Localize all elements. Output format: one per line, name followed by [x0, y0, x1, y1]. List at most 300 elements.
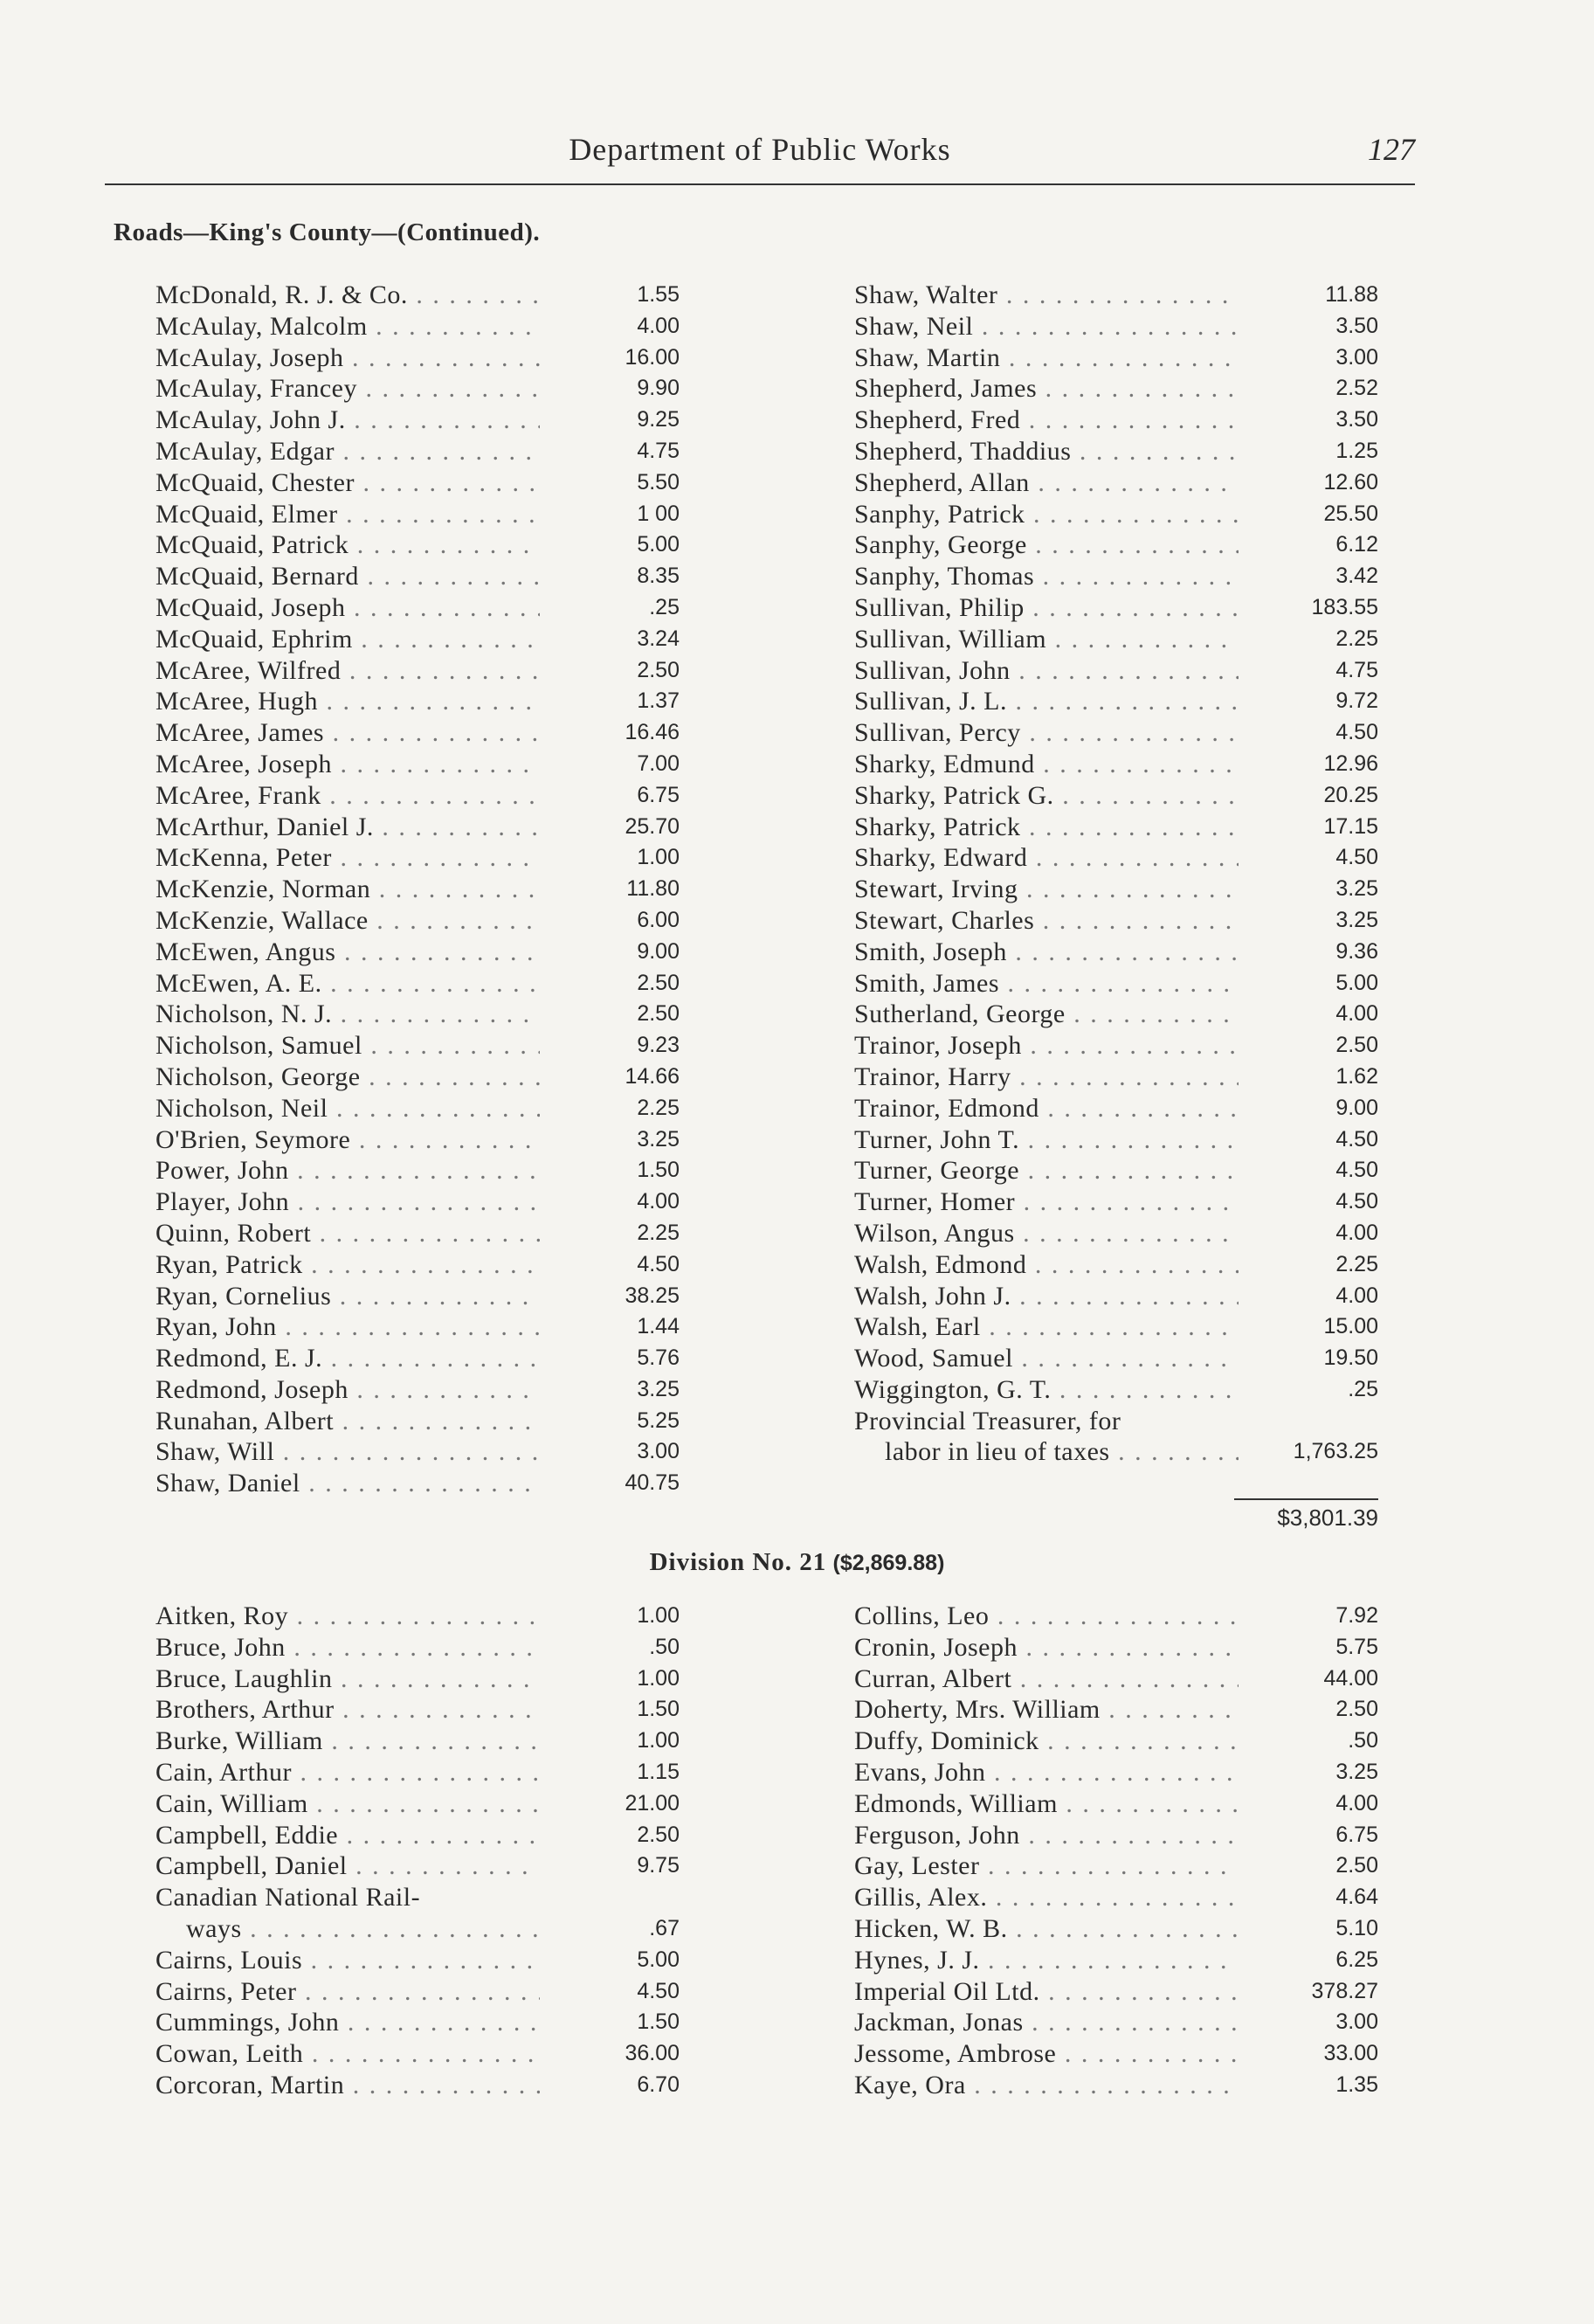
payee-name — [155, 1726, 540, 1757]
table-row — [155, 280, 680, 311]
table-row — [155, 1820, 680, 1851]
payment-amount: 8.35 — [637, 564, 680, 589]
payee-name — [854, 1406, 1239, 1437]
payment-amount: 4.00 — [1335, 1001, 1378, 1027]
payee-name-text: Trainor, Edmond — [854, 1093, 1039, 1123]
payee-name — [155, 1850, 540, 1882]
payee-name — [854, 749, 1239, 780]
table-row — [854, 655, 1378, 687]
payment-amount: 2.52 — [1335, 376, 1378, 401]
payee-name-text: Sharky, Edmund — [854, 749, 1035, 778]
payee-name-text: Shaw, Walter — [854, 280, 998, 309]
payee-name-text: Doherty, Mrs. William — [854, 1695, 1101, 1725]
table-row — [854, 1726, 1378, 1757]
payee-name-text: Stewart, Charles — [854, 905, 1035, 935]
payee-name-text: Walsh, John J. — [854, 1281, 1011, 1311]
table-row — [854, 1406, 1378, 1437]
payee-name-text: Sanphy, Thomas — [854, 562, 1035, 591]
payee-name — [854, 311, 1239, 342]
table-row — [854, 1374, 1378, 1406]
top-left-column — [155, 280, 680, 1499]
payment-amount: 33.00 — [1323, 2041, 1378, 2066]
payee-name-text: Hynes, J. J. — [854, 1945, 980, 1975]
table-row — [854, 1976, 1378, 2008]
payment-amount: 3.25 — [1335, 907, 1378, 932]
payment-amount: 378.27 — [1311, 1978, 1378, 2003]
payee-name — [854, 1374, 1239, 1406]
payee-name-text: McEwen, A. E. — [155, 968, 322, 998]
payee-name-text: Cowan, Leith — [155, 2039, 304, 2069]
table-row — [155, 1249, 680, 1281]
table-row — [854, 373, 1378, 405]
payment-amount: .25 — [1348, 1376, 1378, 1401]
payment-amount: 9.36 — [1335, 938, 1378, 964]
payee-name-text: McAulay, Edgar — [155, 436, 335, 466]
payee-name — [155, 592, 540, 624]
payee-name — [155, 1030, 540, 1062]
payee-name — [854, 1976, 1239, 2008]
payee-name — [854, 1311, 1239, 1343]
payee-name — [155, 1788, 540, 1820]
payee-name — [854, 1694, 1239, 1726]
payee-name — [854, 999, 1239, 1030]
payee-name — [155, 717, 540, 749]
payee-name — [155, 280, 540, 311]
table-row — [854, 1788, 1378, 1820]
payee-name — [854, 1850, 1239, 1882]
payee-name-text: McQuaid, Joseph — [155, 592, 346, 622]
payment-amount: 4.50 — [1335, 845, 1378, 870]
payee-name — [155, 1281, 540, 1312]
table-row — [854, 342, 1378, 374]
payee-name-text: Walsh, Earl — [854, 1312, 981, 1342]
table-row — [854, 1343, 1378, 1374]
payment-amount: 9.25 — [637, 407, 680, 432]
table-row — [854, 1218, 1378, 1249]
payee-name-text: Shepherd, Allan — [854, 467, 1030, 497]
payee-name — [854, 405, 1239, 436]
payment-amount: 1.00 — [637, 845, 680, 870]
table-row — [155, 874, 680, 905]
payee-name — [155, 1468, 540, 1499]
payee-name-text: Shaw, Neil — [854, 311, 974, 341]
payee-name — [155, 1945, 540, 1976]
payee-name — [155, 1218, 540, 1249]
table-row — [155, 749, 680, 780]
payment-amount: 4.50 — [637, 1978, 680, 2003]
payment-amount: 2.50 — [1335, 1697, 1378, 1722]
table-row — [854, 812, 1378, 843]
payment-amount: 1.00 — [637, 1665, 680, 1691]
table-row — [854, 592, 1378, 624]
payee-name — [155, 1124, 540, 1156]
payee-name-text: Edmonds, William — [854, 1788, 1058, 1818]
payment-amount: 4.00 — [637, 313, 680, 338]
payment-amount: 5.25 — [637, 1408, 680, 1433]
table-row — [155, 311, 680, 342]
payment-amount: 11.88 — [1325, 282, 1378, 307]
payment-amount: 9.75 — [637, 1853, 680, 1878]
payee-name — [854, 1218, 1239, 1249]
table-row — [155, 592, 680, 624]
payee-name — [155, 655, 540, 687]
table-row — [854, 780, 1378, 812]
payee-name — [155, 1601, 540, 1632]
payee-name-text: Ryan, Cornelius — [155, 1281, 332, 1311]
payee-name-text: Redmond, E. J. — [155, 1344, 323, 1373]
payee-name-text: Imperial Oil Ltd. — [854, 1976, 1040, 2006]
payee-name-text: Nicholson, Samuel — [155, 1031, 362, 1061]
payee-name-text: Bruce, John — [155, 1632, 286, 1662]
table-row — [155, 436, 680, 467]
division-label: Division No. 21 — [649, 1548, 827, 1576]
payee-name-text: Collins, Leo — [854, 1601, 990, 1630]
table-row — [155, 812, 680, 843]
payee-name-text: Cronin, Joseph — [854, 1632, 1018, 1662]
payee-name — [155, 1311, 540, 1343]
table-row — [155, 373, 680, 405]
payee-name-text: Trainor, Joseph — [854, 1031, 1022, 1061]
payee-name — [854, 1820, 1239, 1851]
payee-name-text: Duffy, Dominick — [854, 1726, 1039, 1756]
payee-name — [854, 561, 1239, 592]
payment-amount: 4.75 — [1335, 657, 1378, 682]
payment-amount: 1.00 — [637, 1728, 680, 1753]
payee-name-text: Nicholson, N. J. — [155, 999, 333, 1029]
payee-name-text: Cain, William — [155, 1788, 308, 1818]
payee-name — [155, 968, 540, 999]
payment-amount: 1.44 — [637, 1314, 680, 1339]
payee-name-text: labor in lieu of taxes — [885, 1437, 1110, 1467]
payee-name-text: McQuaid, Bernard — [155, 562, 359, 591]
payment-amount: 1.50 — [637, 2009, 680, 2035]
payee-name — [854, 1945, 1239, 1976]
payment-amount: 1 00 — [637, 501, 680, 526]
payee-name-text: Burke, William — [155, 1726, 323, 1756]
table-row — [155, 405, 680, 436]
table-row — [854, 999, 1378, 1030]
payment-amount: 4.50 — [637, 1251, 680, 1276]
table-row — [155, 499, 680, 530]
payee-name — [155, 842, 540, 874]
payment-amount: 5.76 — [637, 1345, 680, 1371]
table-row — [155, 1694, 680, 1726]
payee-name-text: Jackman, Jonas — [854, 2008, 1024, 2037]
payee-name-text: Sanphy, George — [854, 530, 1027, 560]
payee-name-text: McArthur, Daniel J. — [155, 812, 374, 841]
page-title: Department of Public Works — [569, 132, 951, 167]
payee-name-text: Shaw, Martin — [854, 342, 1001, 372]
table-row — [155, 1093, 680, 1124]
payee-name-text: Runahan, Albert — [155, 1406, 335, 1435]
payee-name-text: Cain, Arthur — [155, 1757, 292, 1787]
table-row — [854, 1281, 1378, 1312]
payee-name-text: Brothers, Arthur — [155, 1695, 335, 1725]
table-row — [155, 1406, 680, 1437]
payee-name-text: Shepherd, James — [854, 374, 1038, 404]
payee-name-text: Redmond, Joseph — [155, 1374, 348, 1404]
payment-amount: 6.12 — [1335, 532, 1378, 557]
payee-name — [155, 405, 540, 436]
table-row — [854, 1882, 1378, 1913]
table-row — [854, 2070, 1378, 2101]
payee-name — [155, 1663, 540, 1695]
payment-amount: 5.50 — [637, 469, 680, 495]
payment-amount: 9.90 — [637, 376, 680, 401]
table-row — [854, 1436, 1378, 1468]
payee-name-text: Turner, Homer — [854, 1187, 1016, 1217]
payment-amount: 7.92 — [1335, 1603, 1378, 1628]
payee-name — [155, 937, 540, 968]
payee-name-text: Nicholson, George — [155, 1062, 361, 1091]
payment-amount: 9.00 — [1335, 1095, 1378, 1120]
table-row — [854, 1632, 1378, 1663]
payment-amount: 9.00 — [637, 938, 680, 964]
table-row — [854, 1155, 1378, 1186]
payee-name — [155, 499, 540, 530]
payment-amount: 20.25 — [1323, 782, 1378, 807]
payment-amount: 1.62 — [1335, 1063, 1378, 1089]
payee-name-text: Kaye, Ora — [854, 2070, 966, 2099]
payee-name-text: Sharky, Patrick — [854, 812, 1021, 841]
payment-amount: 3.50 — [1335, 407, 1378, 432]
payment-amount: 40.75 — [624, 1470, 680, 1496]
payee-name — [155, 905, 540, 937]
table-row — [155, 1757, 680, 1788]
table-row — [854, 842, 1378, 874]
table-row — [155, 342, 680, 374]
table-row — [854, 1062, 1378, 1093]
table-row — [155, 1281, 680, 1312]
payment-amount: 17.15 — [1323, 813, 1378, 839]
payee-name — [854, 373, 1239, 405]
table-row — [854, 749, 1378, 780]
payee-name — [854, 968, 1239, 999]
payee-name-text: Provincial Treasurer, for — [854, 1406, 1121, 1435]
payee-name — [854, 2007, 1239, 2038]
payment-amount: 25.50 — [1323, 501, 1378, 526]
payee-name-text: Sullivan, William — [854, 624, 1047, 654]
payee-name — [155, 2038, 540, 2070]
payee-name-text: Wood, Samuel — [854, 1344, 1013, 1373]
payment-amount: 4.00 — [1335, 1220, 1378, 1245]
payee-name-text: Wilson, Angus — [854, 1218, 1015, 1248]
payee-name — [155, 529, 540, 561]
payee-name-text: McQuaid, Ephrim — [155, 624, 353, 654]
payment-amount: 5.00 — [637, 532, 680, 557]
table-row — [854, 280, 1378, 311]
table-row — [155, 842, 680, 874]
payee-name-text: Shaw, Will — [155, 1437, 275, 1467]
table-row — [854, 311, 1378, 342]
table-row — [155, 1882, 680, 1913]
payee-name-text: Sharky, Patrick G. — [854, 780, 1054, 810]
payee-name — [854, 1632, 1239, 1663]
payee-name — [155, 467, 540, 499]
payment-amount: 3.25 — [637, 1126, 680, 1152]
top-right-column — [854, 280, 1378, 1468]
payment-amount: 2.50 — [637, 657, 680, 682]
table-row — [854, 717, 1378, 749]
payee-name-text: Sharky, Edward — [854, 843, 1028, 873]
payment-amount: 4.50 — [1335, 1126, 1378, 1152]
table-row — [854, 1820, 1378, 1851]
payment-amount: 4.00 — [1335, 1790, 1378, 1816]
payee-name-text: Walsh, Edmond — [854, 1249, 1027, 1279]
payment-amount: 5.75 — [1335, 1634, 1378, 1659]
payee-name — [854, 1913, 1239, 1945]
table-row — [155, 686, 680, 717]
table-row — [854, 1186, 1378, 1218]
payment-amount: 4.00 — [637, 1189, 680, 1214]
page-header — [105, 131, 1415, 185]
payee-name — [155, 311, 540, 342]
table-row — [854, 968, 1378, 999]
payee-name-text: Cummings, John — [155, 2008, 340, 2037]
payee-name-text: Hicken, W. B. — [854, 1913, 1008, 1943]
table-row — [155, 1850, 680, 1882]
table-row — [155, 999, 680, 1030]
table-row — [155, 2007, 680, 2038]
payment-amount: 2.25 — [637, 1220, 680, 1245]
payment-amount: 4.00 — [1335, 1283, 1378, 1308]
table-row — [854, 2007, 1378, 2038]
payment-amount: 9.23 — [637, 1033, 680, 1058]
table-row — [155, 905, 680, 937]
payment-amount: 44.00 — [1323, 1665, 1378, 1691]
payee-name — [854, 812, 1239, 843]
top-total: $3,801.39 — [1277, 1504, 1378, 1531]
payee-name — [155, 2007, 540, 2038]
payee-name-text: McAree, Joseph — [155, 749, 332, 778]
payee-name — [854, 780, 1239, 812]
payee-name — [854, 874, 1239, 905]
payment-amount: 2.50 — [1335, 1033, 1378, 1058]
payee-name — [854, 2070, 1239, 2101]
payment-amount: 4.50 — [1335, 1158, 1378, 1183]
payee-name — [854, 686, 1239, 717]
payment-amount: 19.50 — [1323, 1345, 1378, 1371]
table-row — [854, 1945, 1378, 1976]
payee-name-text: Evans, John — [854, 1757, 986, 1787]
payment-amount: .50 — [1348, 1728, 1378, 1753]
table-row — [854, 937, 1378, 968]
table-row — [155, 624, 680, 655]
table-row — [155, 968, 680, 999]
payment-amount: .25 — [649, 594, 680, 619]
payee-name — [155, 1186, 540, 1218]
payment-amount: 3.25 — [637, 1376, 680, 1401]
payee-name-text: Gillis, Alex. — [854, 1883, 988, 1912]
payee-name-text: Sanphy, Patrick — [854, 499, 1025, 529]
table-row — [155, 1218, 680, 1249]
payment-amount: 11.80 — [626, 876, 680, 902]
payee-name-text: McAree, Hugh — [155, 687, 318, 716]
payment-amount: 6.75 — [637, 782, 680, 807]
table-row — [155, 655, 680, 687]
table-row — [854, 1249, 1378, 1281]
payee-name — [854, 529, 1239, 561]
payee-name — [854, 1663, 1239, 1695]
payee-name — [155, 1093, 540, 1124]
table-row — [155, 1155, 680, 1186]
payment-amount: 2.50 — [637, 1001, 680, 1027]
table-row — [854, 624, 1378, 655]
payment-amount: 9.72 — [1335, 688, 1378, 714]
payee-name — [155, 342, 540, 374]
payee-name-text: Turner, George — [854, 1156, 1020, 1186]
payee-name-text: Ryan, Patrick — [155, 1249, 303, 1279]
table-row — [155, 1976, 680, 2008]
payment-amount: 1.25 — [1335, 438, 1378, 463]
table-row — [854, 1601, 1378, 1632]
payee-name-text: McQuaid, Chester — [155, 467, 355, 497]
division-amount: ($2,869.88) — [832, 1551, 945, 1575]
payee-name-text: Turner, John T. — [854, 1124, 1020, 1154]
payee-name-text: McEwen, Angus — [155, 937, 336, 966]
table-row — [155, 780, 680, 812]
table-row — [854, 1311, 1378, 1343]
payee-name-text: McKenzie, Norman — [155, 875, 371, 904]
payment-amount: 6.25 — [1335, 1947, 1378, 1972]
payee-name-text: Shepherd, Fred — [854, 405, 1021, 435]
payee-name-text: Bruce, Laughlin — [155, 1663, 333, 1693]
payment-amount: 7.00 — [637, 750, 680, 776]
payee-name-text: Aitken, Roy — [155, 1601, 289, 1630]
bottom-right-column — [854, 1601, 1378, 2101]
payee-name — [854, 717, 1239, 749]
payment-amount: 4.50 — [1335, 720, 1378, 745]
payee-name — [854, 1343, 1239, 1374]
payment-amount: 3.50 — [1335, 313, 1378, 338]
payment-amount: 1.55 — [637, 282, 680, 307]
table-row — [155, 1601, 680, 1632]
payee-name — [854, 905, 1239, 937]
payee-name-text: McQuaid, Patrick — [155, 530, 349, 560]
payee-name-text: Curran, Albert — [854, 1663, 1012, 1693]
payment-amount: 5.00 — [637, 1947, 680, 1972]
payment-amount: 1.15 — [637, 1759, 680, 1784]
table-row — [854, 1030, 1378, 1062]
table-row — [155, 529, 680, 561]
payee-name — [155, 1757, 540, 1788]
payee-name-text: McDonald, R. J. & Co. — [155, 280, 408, 309]
payee-name — [854, 1726, 1239, 1757]
payee-name-text: Quinn, Robert — [155, 1218, 312, 1248]
payee-name — [155, 1976, 540, 2008]
payment-amount: 2.25 — [637, 1095, 680, 1120]
payee-name-text: Shaw, Daniel — [155, 1469, 300, 1498]
page-number: 127 — [1368, 132, 1415, 167]
payee-name-text: Wiggington, G. T. — [854, 1374, 1052, 1404]
payee-name — [854, 1093, 1239, 1124]
payee-name-text: Power, John — [155, 1156, 289, 1186]
payee-name-text: Sullivan, John — [854, 655, 1011, 685]
payment-amount: 5.10 — [1335, 1915, 1378, 1940]
payment-amount: 3.42 — [1335, 564, 1378, 589]
payee-name — [854, 1436, 1239, 1468]
table-row — [854, 1694, 1378, 1726]
payee-name-text: Nicholson, Neil — [155, 1093, 328, 1123]
payment-amount: 21.00 — [624, 1790, 680, 1816]
table-row — [155, 1913, 680, 1945]
payee-name — [854, 467, 1239, 499]
payee-name-text: McAulay, Malcolm — [155, 311, 368, 341]
payee-name-text: McAulay, John J. — [155, 405, 346, 435]
payee-name — [854, 1249, 1239, 1281]
payment-amount: 2.25 — [1335, 626, 1378, 651]
payee-name — [155, 874, 540, 905]
